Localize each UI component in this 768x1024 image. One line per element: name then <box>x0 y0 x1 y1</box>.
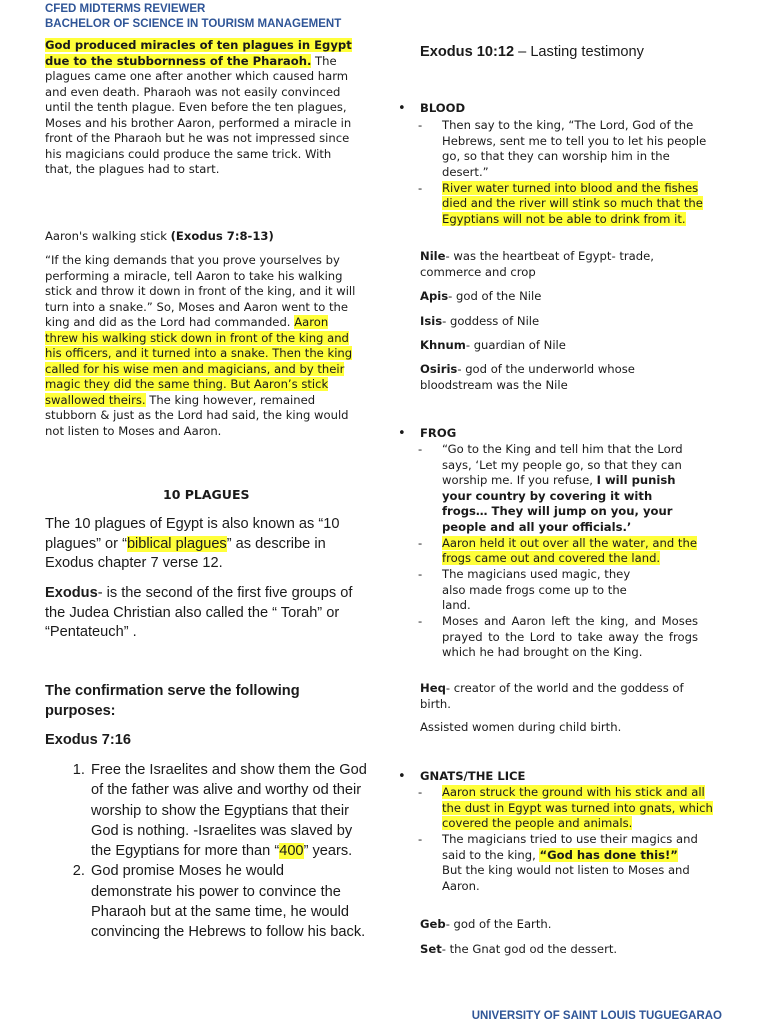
document-header <box>45 2 341 32</box>
set-term: Set <box>420 942 442 956</box>
stick-ref: (Exodus 7:8-13) <box>170 229 274 243</box>
frog-item-3: - The magicians used magic, they also made frogs come up to the land. <box>398 567 698 614</box>
exodus-text: - is the second of the first five groups of the Judea Christian also called the “ Torah” or “Pentateuch” . <box>45 585 353 640</box>
frog-item-4: - Moses and Aaron left the king, and Moses prayed to the Lord to take away the frogs which he had brought on the King. <box>398 614 698 661</box>
purpose-1-text: Free the Israelites and show them the God of the father was alive and worthy od their worship to show the Egyptians that their God is nothing. -Israelites was slaved by the Egyptians for more than “ <box>91 762 367 860</box>
blood-list <box>398 118 714 228</box>
gnats-item-2 <box>398 832 720 894</box>
frog-item-1 <box>398 442 698 535</box>
purpose-1-text-end: ” years. <box>303 843 353 860</box>
geb-term: Geb <box>420 917 446 931</box>
stick-title <box>45 229 274 245</box>
assisted-line: Assisted women during child birth. <box>420 720 622 734</box>
intro-paragraph <box>45 38 360 178</box>
exodus-term: Exodus <box>45 585 98 601</box>
set-line <box>420 942 617 958</box>
heq-text: - creator of the world and the goddess of birth. <box>420 681 684 711</box>
gnats-item-1 <box>398 785 720 832</box>
heq-line <box>420 681 710 712</box>
khnum-text: - guardian of Nile <box>465 338 566 352</box>
bullet-icon: • <box>398 769 406 784</box>
stick-paragraph <box>45 253 363 439</box>
purpose-item-2: 2. God promise Moses he would demonstrate his power to convince the Pharaoh but at the same time, he would convincing the Hebrews to follow his back. <box>89 861 368 942</box>
intro-text: The plagues came one after another which caused harm and even death. Pharaoh was not easily convinced until the tenth plague. Even before the ten plagues, Moses and his brother Aaron, performed a miracle in front of the Pharaoh but he was not impressed since his magicians could produce the same trick. With that, the plagues had to start. <box>45 53 352 176</box>
isis-text: - goddess of Nile <box>442 314 540 328</box>
stick-highlight: Aaron threw his walking stick down in front of the king and his officers, and it turned into a snake. Then the king called for his wise men and magicians, and by their magic they did the same thing. But Aaron’s stick swallowed theirs. <box>45 315 353 407</box>
exodus-716-heading: Exodus 7:16 <box>45 732 131 748</box>
blood-item-1: - Then say to the king, “The Lord, God of the Hebrews, sent me to tell you to let his people go, so that they can worship him in the desert.” <box>398 118 714 180</box>
purpose-1-highlight: 400 <box>279 843 304 860</box>
gnats-item-2-text: The magicians tried to use their magics and said to the king, <box>442 832 698 862</box>
blood-item-2 <box>398 181 714 228</box>
document-footer: UNIVERSITY OF SAINT LOUIS TUGUEGARAO <box>471 1010 722 1022</box>
blood-title: BLOOD <box>420 101 466 115</box>
nile-text: - was the heartbeat of Egypt- trade, commerce and crop <box>420 249 654 279</box>
isis-term: Isis <box>420 314 443 328</box>
gnats-list <box>398 785 720 895</box>
bullet-icon: • <box>398 426 406 441</box>
apis-line <box>420 289 541 305</box>
geb-text: - god of the Earth. <box>445 917 552 931</box>
purpose-item-1 <box>89 760 368 861</box>
nile-term: Nile <box>420 249 446 263</box>
geb-line <box>420 917 551 933</box>
gnats-item-2-highlight: “God has done this!” <box>539 847 678 862</box>
plagues-paragraph <box>45 515 363 574</box>
frog-item-2-highlight: Aaron held it out over all the water, and the frogs came out and covered the land. <box>442 535 697 565</box>
frog-item-2 <box>398 536 698 567</box>
gnats-item-2-text-end: But the king would not listen to Moses and Aaron. <box>442 863 690 893</box>
apis-text: - god of the Nile <box>448 289 542 303</box>
stick-title-text: Aaron's walking stick <box>45 229 171 243</box>
right-title-rest: – Lasting testimony <box>514 44 644 60</box>
set-text: - the Gnat god od the dessert. <box>441 942 618 956</box>
frog-item-1-bold: I will punish your country by covering it with frogs… They will jump on you, your people and all your officials.’ <box>442 473 676 534</box>
khnum-line <box>420 338 566 354</box>
confirmation-heading: The confirmation serve the following purposes: <box>45 683 300 719</box>
stick-text-2: The king however, remained stubborn & just as the Lord had said, the king would not listen to Moses and Aaron. <box>45 392 349 438</box>
blood-item-2-highlight: River water turned into blood and the fishes died and the river will stink so much that the Egyptians will not be able to drink from it. <box>442 180 703 226</box>
frog-title: FROG <box>420 426 457 440</box>
osiris-term: Osiris <box>420 362 458 376</box>
intro-bold-highlight: God produced miracles of ten plagues in Egypt due to the stubbornness of the Pharaoh. <box>45 38 352 68</box>
nile-line <box>420 249 660 280</box>
purposes-list <box>45 760 368 943</box>
frog-item-1-text: “Go to the King and tell him that the Lord says, ‘Let my people go, so that they can worship me. If you refuse, <box>442 442 683 487</box>
plagues-highlight: biblical plagues <box>126 535 227 552</box>
plagues-text-2: ” as describe in Exodus chapter 7 verse 12. <box>45 535 326 571</box>
gnats-item-1-highlight: Aaron struck the ground with his stick and all the dust in Egypt was turned into gnats, which covered the people and animals. <box>442 785 713 830</box>
osiris-text: - god of the underworld whose bloodstream was the Nile <box>420 362 635 392</box>
header-line-1: CFED MIDTERMS REVIEWER <box>45 3 206 15</box>
exodus-definition <box>45 584 363 643</box>
frog-list <box>398 442 698 661</box>
apis-term: Apis <box>420 289 449 303</box>
bullet-icon: • <box>398 101 406 116</box>
header-line-2: BACHELOR OF SCIENCE IN TOURISM MANAGEMENT <box>45 18 342 30</box>
khnum-term: Khnum <box>420 338 466 352</box>
right-title <box>420 44 644 60</box>
stick-text-1: “If the king demands that you prove yourselves by performing a miracle, tell Aaron to take his walking stick and throw it down in front of the king, and it will turn into a snake.” So, Moses and Aaron went to the king and did as the Lord had commanded. <box>45 253 356 329</box>
gnats-title: GNATS/THE LICE <box>420 769 526 783</box>
plagues-heading: 10 PLAGUES <box>163 487 250 502</box>
right-title-ref: Exodus 10:12 <box>420 44 515 60</box>
heq-term: Heq <box>420 681 446 695</box>
osiris-line <box>420 362 650 393</box>
isis-line <box>420 314 539 330</box>
plagues-text-1: The 10 plagues of Egypt is also known as “10 plagues” or “ <box>45 516 340 552</box>
